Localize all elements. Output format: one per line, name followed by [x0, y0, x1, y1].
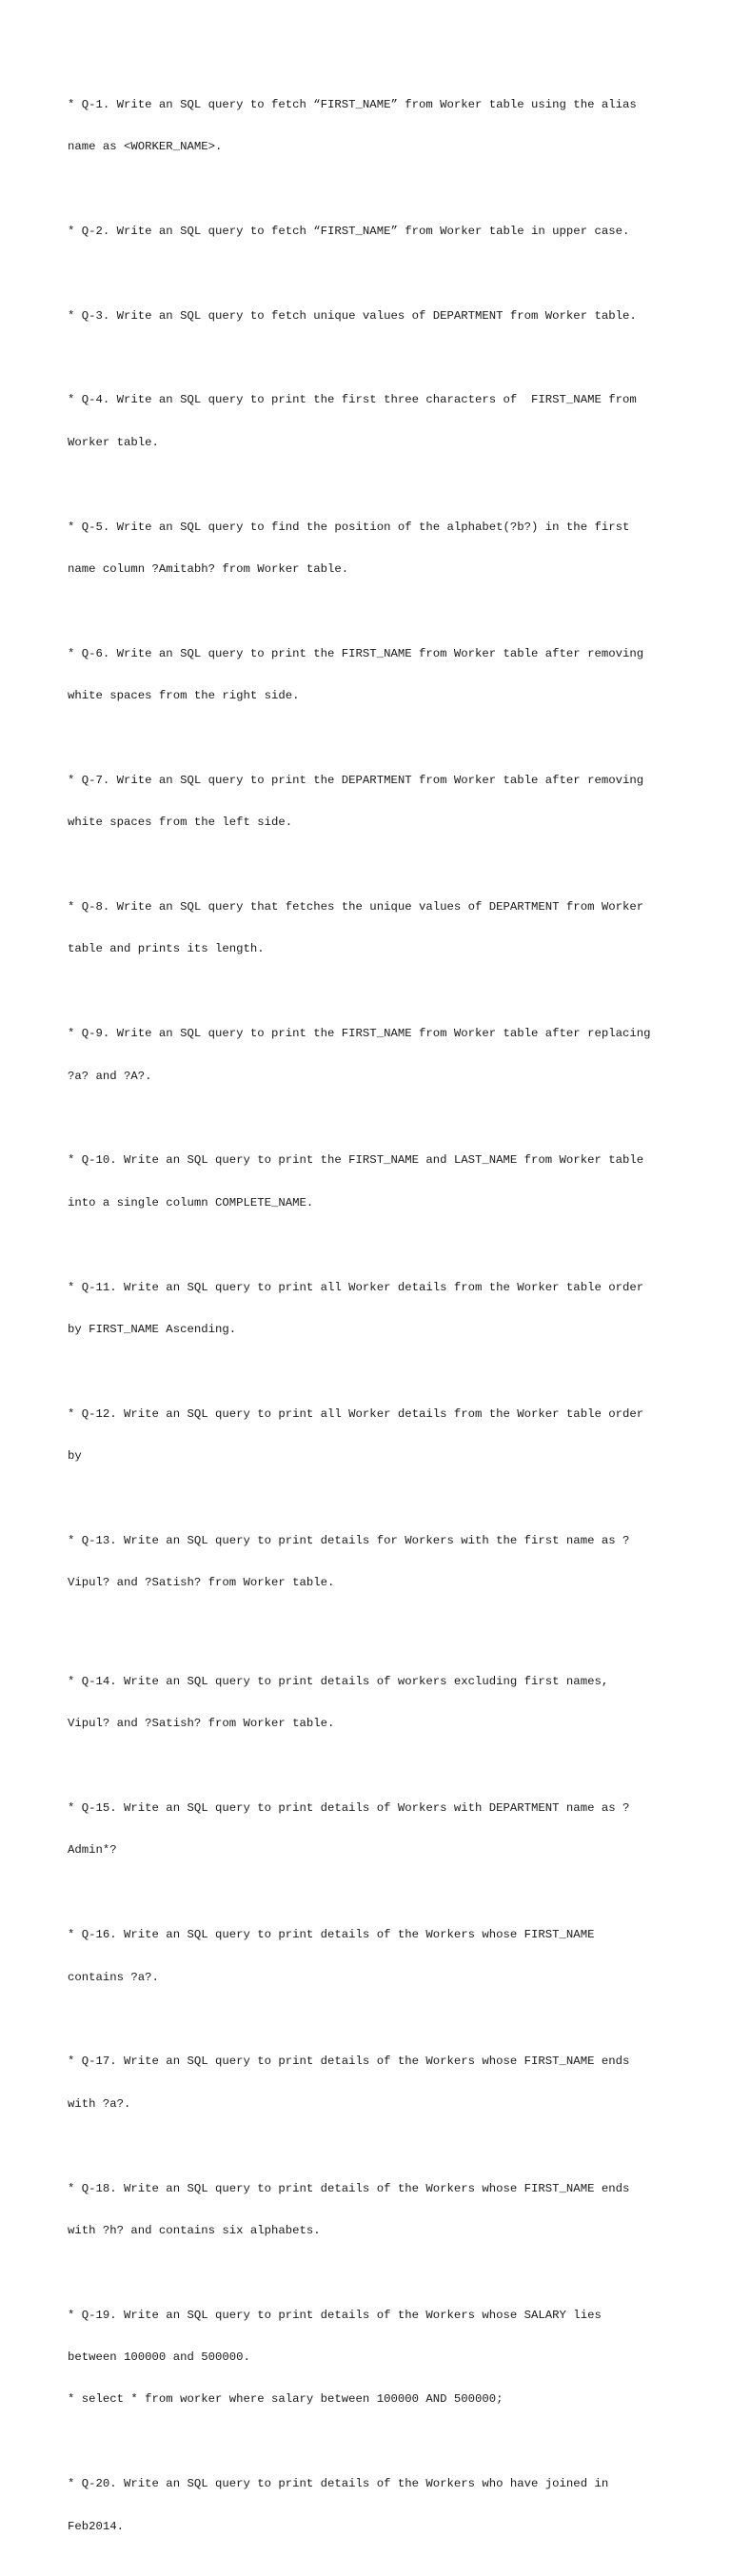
question-19	[68, 2280, 677, 2435]
question-1	[68, 69, 677, 182]
text-line: Feb2014.	[68, 2519, 125, 2533]
text-line: * Q-13. Write an SQL query to print details for Workers with the first name as ?	[68, 1533, 630, 1547]
question-11	[68, 1252, 677, 1365]
question-15	[68, 1773, 677, 1885]
question-17	[68, 2027, 677, 2139]
question-5	[68, 492, 677, 604]
text-line: * Q-20. Write an SQL query to print details of the Workers who have joined in	[68, 2477, 609, 2491]
text-line: * Q-16. Write an SQL query to print details of the Workers whose FIRST_NAME	[68, 1928, 595, 1942]
question-10	[68, 1126, 677, 1238]
text-line: * Q-9. Write an SQL query to print the FIRST_NAME from Worker table after replacing	[68, 1027, 651, 1041]
text-line: * Q-17. Write an SQL query to print details of the Workers whose FIRST_NAME ends	[68, 2055, 630, 2069]
text-line: Vipul? and ?Satish? from Worker table.	[68, 1717, 335, 1731]
text-line: * Q-1. Write an SQL query to fetch “FIRST_NAME” from Worker table using the alias	[68, 97, 637, 111]
text-line: * Q-10. Write an SQL query to print the FIRST_NAME and LAST_NAME from Worker table	[68, 1153, 644, 1168]
question-20	[68, 2449, 677, 2562]
text-line: * Q-18. Write an SQL query to print details of the Workers whose FIRST_NAME ends	[68, 2181, 630, 2195]
text-line: * Q-5. Write an SQL query to find the position of the alphabet(?b?) in the first	[68, 520, 630, 534]
question-12	[68, 1379, 677, 1491]
text-line: ?a? and ?A?.	[68, 1069, 152, 1083]
text-line: * Q-14. Write an SQL query to print details of workers excluding first names,	[68, 1674, 609, 1688]
question-18	[68, 2153, 677, 2266]
question-3	[68, 281, 677, 351]
text-line: with ?a?.	[68, 2096, 131, 2111]
text-line: * Q-12. Write an SQL query to print all Worker details from the Worker table order	[68, 1406, 644, 1421]
text-line: * Q-7. Write an SQL query to print the DEPARTMENT from Worker table after removing	[68, 773, 644, 787]
question-2	[68, 196, 677, 266]
text-line: * Q-8. Write an SQL query that fetches the unique values of DEPARTMENT from Worker	[68, 900, 644, 914]
text-line: with ?h? and contains six alphabets.	[68, 2223, 321, 2237]
question-16	[68, 1900, 677, 2013]
text-line: by FIRST_NAME Ascending.	[68, 1322, 237, 1336]
text-line: Vipul? and ?Satish? from Worker table.	[68, 1576, 335, 1590]
text-line: white spaces from the left side.	[68, 816, 293, 830]
question-4	[68, 365, 677, 478]
question-14	[68, 1646, 677, 1759]
question-9	[68, 999, 677, 1111]
text-line: between 100000 and 500000.	[68, 2350, 250, 2365]
text-line: * Q-6. Write an SQL query to print the FIRST_NAME from Worker table after removing	[68, 646, 644, 660]
document-page	[68, 69, 677, 2576]
text-line: into a single column COMPLETE_NAME.	[68, 1195, 314, 1209]
text-line: * Q-4. Write an SQL query to print the first three characters of FIRST_NAME from	[68, 393, 637, 407]
text-line: contains ?a?.	[68, 1970, 159, 1984]
text-line: * Q-3. Write an SQL query to fetch unique values of DEPARTMENT from Worker table.	[68, 308, 637, 323]
text-line: white spaces from the right side.	[68, 689, 300, 703]
text-line: * Q-11. Write an SQL query to print all Worker details from the Worker table order	[68, 1280, 644, 1294]
text-line: * Q-19. Write an SQL query to print details of the Workers whose SALARY lies	[68, 2308, 602, 2322]
sql-answer-line: * select * from worker where salary between 100000 AND 500000;	[68, 2392, 504, 2407]
text-line: * Q-15. Write an SQL query to print details of Workers with DEPARTMENT name as ?	[68, 1801, 630, 1816]
text-line: Worker table.	[68, 435, 159, 449]
question-13	[68, 1505, 677, 1618]
text-line: name column ?Amitabh? from Worker table.	[68, 561, 349, 576]
question-6	[68, 619, 677, 731]
text-line: table and prints its length.	[68, 942, 265, 956]
question-7	[68, 745, 677, 857]
text-line: name as <WORKER_NAME>.	[68, 139, 223, 153]
text-line: Admin*?	[68, 1843, 117, 1858]
question-8	[68, 872, 677, 984]
text-line: * Q-2. Write an SQL query to fetch “FIRST_NAME” from Worker table in upper case.	[68, 224, 630, 238]
text-line: by	[68, 1449, 82, 1464]
